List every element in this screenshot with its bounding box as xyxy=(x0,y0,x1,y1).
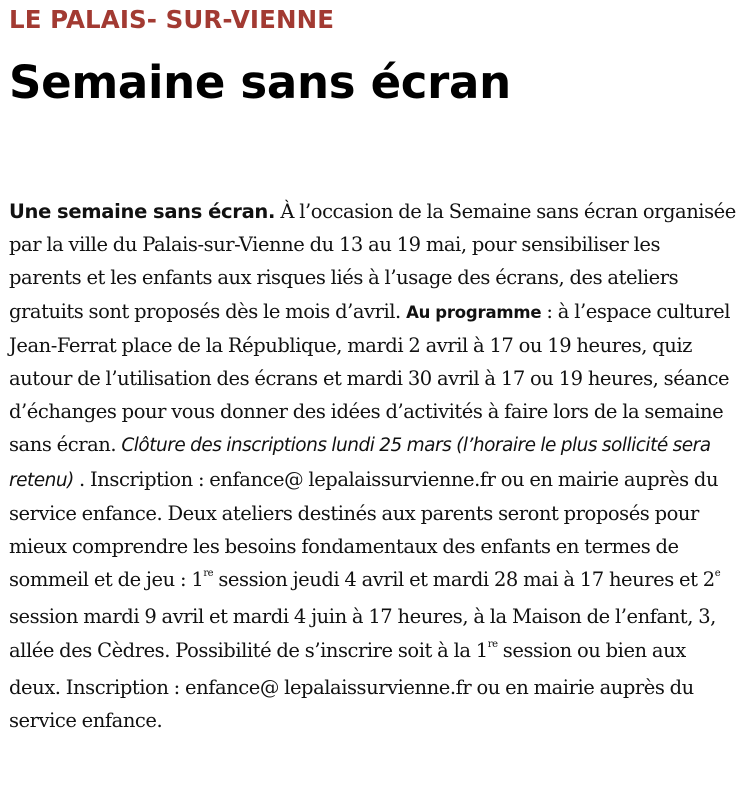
superscript-2: e xyxy=(714,568,721,580)
town-kicker: LE PALAIS- SUR-VIENNE xyxy=(9,5,335,34)
closing-note: Clôture des inscriptions lundi 25 mars (l’horaire le plus sollicité sera retenu) xyxy=(9,435,711,491)
body-segment-1: À l’occasion de la Semaine sans écran organisée par la ville du Palais-sur-Vienne du 13 au 19 mai, pour sensibiliser les parents et les enfants aux risques liés à l’usage des écrans, des ateliers gratuits sont proposés dès le mois d’avril. xyxy=(9,200,736,323)
superscript-3: re xyxy=(487,638,498,650)
article-body xyxy=(9,195,737,737)
programme-label: Au programme xyxy=(406,302,547,322)
body-segment-6: session ou bien aux deux. Inscription : enfance@ lepalaissurvienne.fr ou en mairie auprès du service enfance. xyxy=(9,638,694,733)
superscript-1: re xyxy=(203,568,214,580)
body-segment-4: session jeudi 4 avril et mardi 28 mai à 17 heures et 2 xyxy=(213,568,715,592)
article xyxy=(9,0,737,733)
lead-phrase: Une semaine sans écran. xyxy=(9,200,276,223)
body-segment-3: . Inscription : enfance@ lepalaissurvienne.fr ou en mairie auprès du service enfance. Deux ateliers destinés aux parents seront proposés pour mieux comprendre les besoins fondamentaux des enfants en termes de sommeil et de jeu : 1 xyxy=(9,467,719,592)
article-headline: Semaine sans écran xyxy=(9,56,511,109)
body-segment-5: session mardi 9 avril et mardi 4 juin à 17 heures, à la Maison de l’enfant, 3, allée des Cèdres. Possibilité de s’inscrire soit à la 1 xyxy=(9,605,716,662)
body-segment-2: : à l’espace culturel Jean-Ferrat place de la République, mardi 2 avril à 17 ou 19 heures, quiz autour de l’utilisation des écrans et mardi 30 avril à 17 ou 19 heures, séance d’échanges pour vous donner des idées d’activités à faire lors de la semaine sans écran. xyxy=(9,299,731,457)
